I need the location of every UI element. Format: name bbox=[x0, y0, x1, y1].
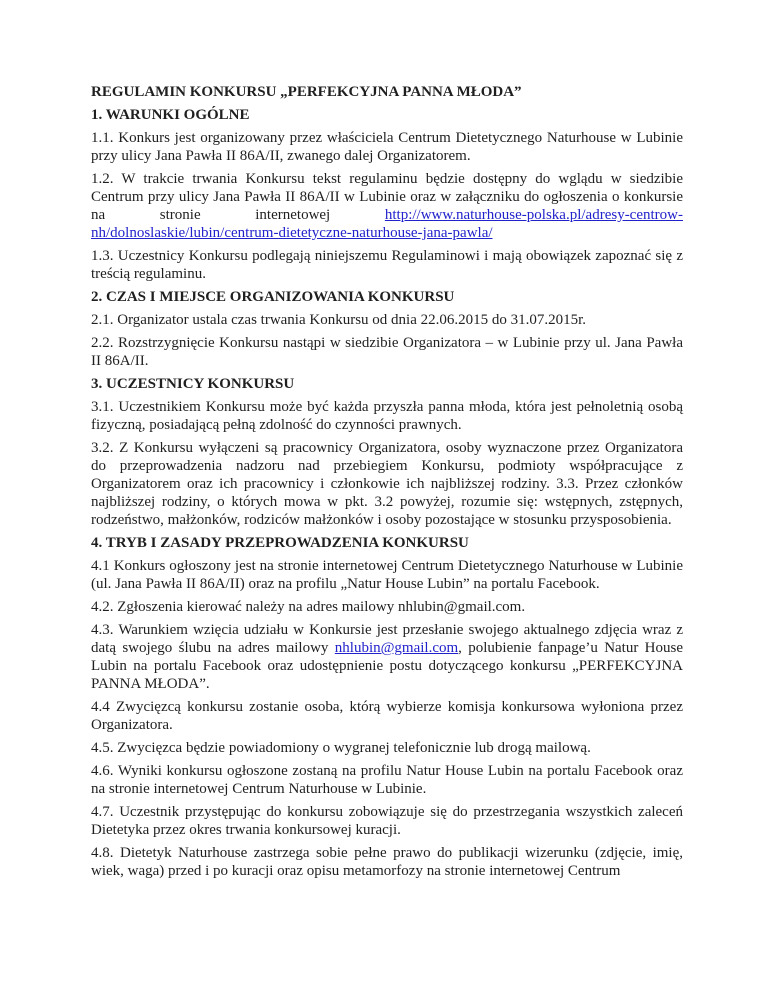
email-link[interactable]: nhlubin@gmail.com bbox=[334, 640, 459, 656]
paragraph-4-3-text-after: , polubienie fanpage’u Natur House Lubin na portalu Facebook oraz udostępnienie postu dotyczącego konkursu „PERFEKCYJNA PANNA MŁODA”. bbox=[91, 640, 684, 692]
naturhouse-website-link[interactable]: http://www.naturhouse-polska.pl/adresy-centrow-nh/dolnoslaskie/lubin/centrum-dietetyczne-naturhouse-jana-pawla/ bbox=[91, 207, 683, 241]
paragraph-4-4: 4.4 Zwycięzcą konkursu zostanie osoba, którą wybierze komisja konkursowa wyłoniona przez Organizatora. bbox=[91, 699, 683, 733]
paragraph-1-3: 1.3. Uczestnicy Konkursu podlegają niniejszemu Regulaminowi i mają obowiązek zapoznać się z treścią regulaminu. bbox=[91, 248, 683, 282]
paragraph-2-1: 2.1. Organizator ustala czas trwania Konkursu od dnia 22.06.2015 do 31.07.2015r. bbox=[91, 312, 587, 328]
paragraph-1-1: 1.1. Konkurs jest organizowany przez właściciela Centrum Dietetycznego Naturhouse w Lubinie przy ulicy Jana Pawła II 86A/II, zwanego dalej Organizatorem. bbox=[91, 130, 683, 164]
paragraph-4-5: 4.5. Zwycięzca będzie powiadomiony o wygranej telefonicznie lub drogą mailową. bbox=[91, 740, 591, 756]
paragraph-4-6: 4.6. Wyniki konkursu ogłoszone zostaną na profilu Natur House Lubin na portalu Facebook oraz na stronie internetowej Centrum Naturhouse w Lubinie. bbox=[91, 763, 683, 797]
section-3-heading: 3. UCZESTNICY KONKURSU bbox=[91, 376, 295, 392]
document-title: REGULAMIN KONKURSU „PERFEKCYJNA PANNA MŁODA” bbox=[91, 84, 522, 100]
paragraph-4-3 bbox=[91, 621, 683, 693]
section-2-heading: 2. CZAS I MIEJSCE ORGANIZOWANIA KONKURSU bbox=[91, 289, 455, 305]
paragraph-2-2: 2.2. Rozstrzygnięcie Konkursu nastąpi w siedzibie Organizatora – w Lubinie przy ul. Jana Pawła II 86A/II. bbox=[91, 335, 683, 369]
paragraph-4-7: 4.7. Uczestnik przystępując do konkursu zobowiązuje się do przestrzegania wszystkich zaleceń Dietetyka przez okres trwania konkursowej kuracji. bbox=[91, 804, 683, 838]
paragraph-4-2: 4.2. Zgłoszenia kierować należy na adres mailowy nhlubin@gmail.com. bbox=[91, 599, 526, 615]
section-4-heading: 4. TRYB I ZASADY PRZEPROWADZENIA KONKURSU bbox=[91, 535, 469, 551]
paragraph-3-1: 3.1. Uczestnikiem Konkursu może być każda przyszła panna młoda, która jest pełnoletnią osobą fizyczną, posiadającą pełną zdolność do czynności prawnych. bbox=[91, 399, 683, 433]
section-1-heading: 1. WARUNKI OGÓLNE bbox=[91, 107, 250, 123]
paragraph-4-3-text: 4.3. Warunkiem wzięcia udziału w Konkursie jest przesłanie swojego aktualnego zdjęcia wraz z datą swojego ślubu na adres mailowy bbox=[91, 622, 683, 656]
paragraph-3-2-3-3: 3.2. Z Konkursu wyłączeni są pracownicy Organizatora, osoby wyznaczone przez Organizatora do przeprowadzenia nadzoru nad przebiegiem Konkursu, podmioty współpracujące z Organizatorem oraz ich pracownicy i członkowie ich najbliższej rodziny. 3.3. Przez członków najbliższej rodziny, o których mowa w pkt. 3.2 powyżej, rozumie się: wstępnych, zstępnych, rodzeństwo, małżonków, rodziców małżonków i osoby pozostające w stosunku przysposobienia. bbox=[91, 440, 683, 528]
paragraph-4-1: 4.1 Konkurs ogłoszony jest na stronie internetowej Centrum Dietetycznego Naturhouse w Lubinie (ul. Jana Pawła II 86A/II) oraz na profilu „Natur House Lubin” na portalu Facebook. bbox=[91, 558, 683, 592]
paragraph-1-2-text: 1.2. W trakcie trwania Konkursu tekst regulaminu będzie dostępny do wglądu w siedzibie Centrum przy ulicy Jana Pawła II 86A/II w Lubinie oraz w załączniku do ogłoszenia o konkursie na stronie internetowej bbox=[91, 171, 683, 223]
paragraph-4-8: 4.8. Dietetyk Naturhouse zastrzega sobie pełne prawo do publikacji wizerunku (zdjęcie, imię, wiek, waga) przed i po kuracji oraz opisu metamorfozy na stronie internetowej Centrum bbox=[91, 845, 683, 879]
paragraph-1-2 bbox=[91, 170, 683, 242]
